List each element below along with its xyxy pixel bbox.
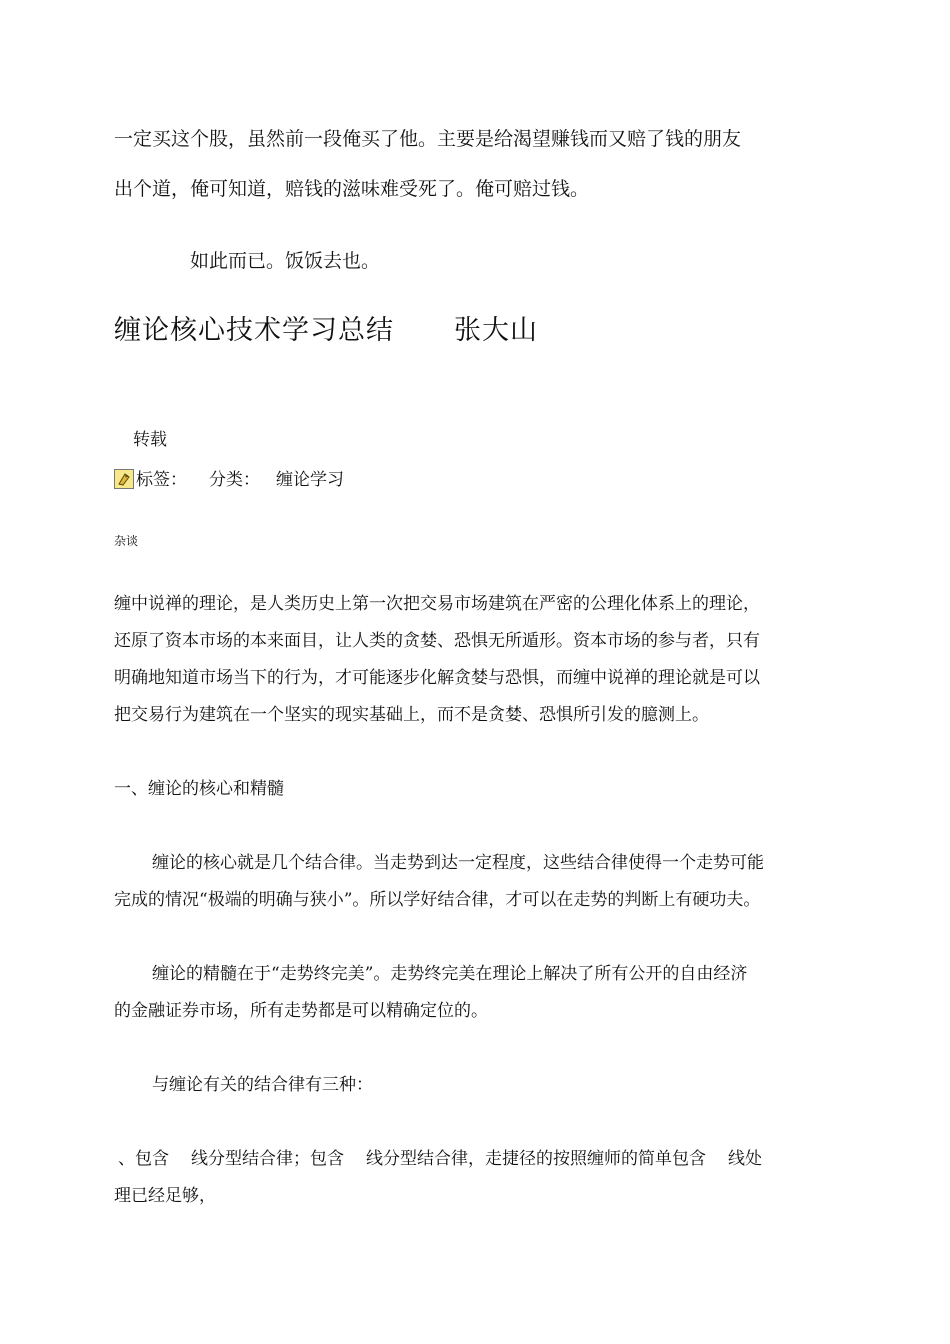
item1-part-a: 、包含 — [118, 1149, 169, 1169]
section-heading-1: 一、缠论的核心和精髓 — [114, 779, 284, 799]
item1-part-c: 线分型结合律，走捷径的按照缠师的简单包含 — [366, 1149, 706, 1169]
para3-line-1: 缠论的精髓在于“走势终完美”。走势终完美在理论上解决了所有公开的自由经济 — [152, 964, 748, 984]
tags-label: 标签： — [136, 470, 187, 490]
list-item-1-line-2: 理已经足够， — [114, 1186, 216, 1206]
para1-line-4: 把交易行为建筑在一个坚实的现实基础上，而不是贪婪、恐惧所引发的臆测上。 — [114, 705, 709, 725]
tag-icon[interactable] — [114, 469, 134, 489]
category-label: 分类： — [209, 470, 260, 490]
article-title-text: 缠论核心技术学习总结 — [114, 315, 394, 346]
para1-line-1: 缠中说禅的理论，是人类历史上第一次把交易市场建筑在严密的公理化体系上的理论， — [114, 594, 760, 614]
para1-line-3: 明确地知道市场当下的行为，才可能逐步化解贪婪与恐惧，而缠中说禅的理论就是可以 — [114, 668, 760, 688]
para4: 与缠论有关的结合律有三种： — [152, 1075, 373, 1095]
intro-line-1: 一定买这个股，虽然前一段俺买了他。主要是给渴望赚钱而又赔了钱的朋友 — [114, 128, 742, 150]
category-value[interactable]: 缠论学习 — [276, 470, 344, 490]
repost-label: 转载 — [133, 430, 167, 450]
tag-row — [114, 465, 344, 490]
intro-line-2: 出个道，俺可知道，赔钱的滋味难受死了。俺可赔过钱。 — [114, 178, 590, 200]
item1-part-b: 线分型结合律；包含 — [191, 1149, 344, 1169]
para2-line-1: 缠论的核心就是几个结合律。当走势到达一定程度，这些结合律使得一个走势可能 — [152, 853, 764, 873]
item1-part-d: 线处 — [728, 1149, 762, 1169]
para3-line-2: 的金融证券市场，所有走势都是可以精确定位的。 — [114, 1001, 488, 1021]
para2-line-2: 完成的情况“极端的明确与狭小”。所以学好结合律，才可以在走势的判断上有硬功夫。 — [114, 890, 761, 910]
intro-line-3: 如此而已。饭饭去也。 — [190, 250, 381, 272]
para1-line-2: 还原了资本市场的本来面目，让人类的贪婪、恐惧无所遁形。资本市场的参与者，只有 — [114, 631, 760, 651]
list-item-1 — [118, 1144, 762, 1169]
misc-tag: 杂谈 — [114, 534, 139, 548]
article-author: 张大山 — [454, 315, 538, 346]
article-title — [114, 308, 538, 347]
